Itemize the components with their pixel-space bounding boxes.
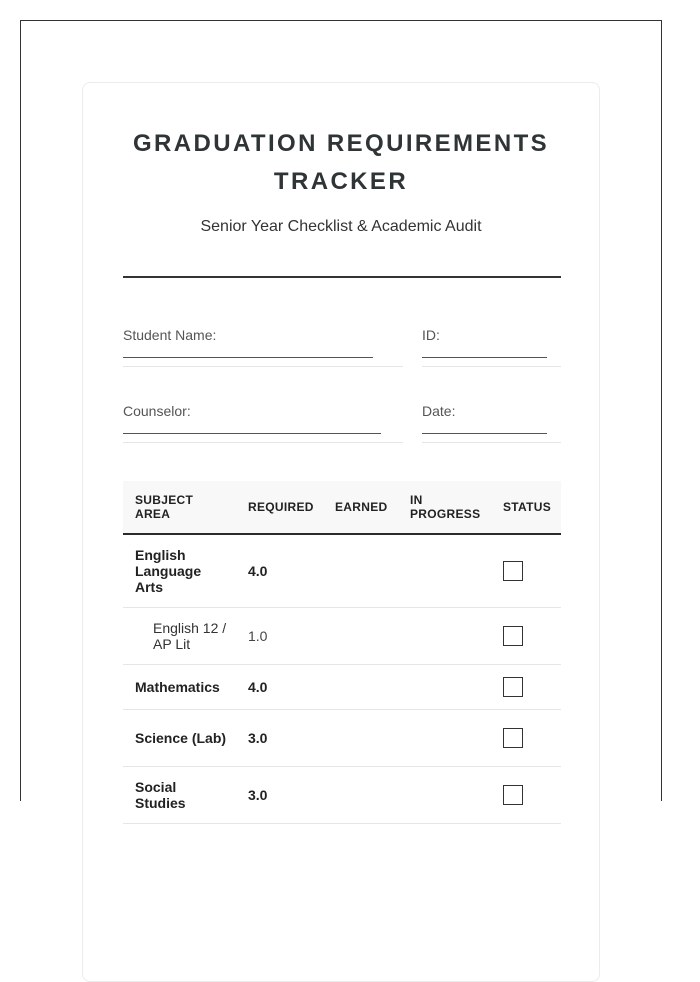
id-line[interactable] bbox=[422, 357, 547, 358]
in-progress-cell[interactable] bbox=[398, 709, 491, 766]
col-subject-header: SUBJECT AREA bbox=[123, 481, 236, 534]
id-label: ID: bbox=[422, 327, 440, 343]
subject-cell: Mathematics bbox=[123, 664, 236, 709]
counselor-label: Counselor: bbox=[123, 403, 191, 419]
status-cell bbox=[491, 766, 561, 823]
table-row bbox=[123, 766, 561, 823]
table-row bbox=[123, 534, 561, 607]
table-row bbox=[123, 607, 561, 664]
earned-cell[interactable] bbox=[323, 664, 398, 709]
student-name-line[interactable] bbox=[123, 357, 373, 358]
status-cell bbox=[491, 607, 561, 664]
in-progress-cell[interactable] bbox=[398, 607, 491, 664]
subject-cell: English 12 / AP Lit bbox=[123, 607, 236, 664]
in-progress-cell[interactable] bbox=[398, 534, 491, 607]
requirements-table bbox=[123, 481, 561, 824]
earned-cell[interactable] bbox=[323, 607, 398, 664]
in-progress-cell[interactable] bbox=[398, 766, 491, 823]
required-cell: 3.0 bbox=[236, 709, 323, 766]
document-viewport bbox=[20, 20, 662, 811]
table-row bbox=[123, 664, 561, 709]
tracker-card bbox=[82, 82, 600, 982]
status-cell bbox=[491, 534, 561, 607]
required-cell: 4.0 bbox=[236, 664, 323, 709]
date-line[interactable] bbox=[422, 433, 547, 434]
student-name-label: Student Name: bbox=[123, 327, 217, 343]
required-cell: 4.0 bbox=[236, 534, 323, 607]
counselor-line[interactable] bbox=[123, 433, 381, 434]
table-header-row bbox=[123, 481, 561, 534]
field-underline bbox=[422, 366, 561, 367]
field-underline bbox=[123, 442, 403, 443]
table-row bbox=[123, 709, 561, 766]
subject-cell: English Language Arts bbox=[123, 534, 236, 607]
title-line-2: TRACKER bbox=[273, 168, 409, 195]
status-checkbox[interactable] bbox=[503, 561, 523, 581]
status-checkbox[interactable] bbox=[503, 677, 523, 697]
date-label: Date: bbox=[422, 403, 456, 419]
header-divider bbox=[123, 276, 561, 278]
field-underline bbox=[123, 366, 403, 367]
status-cell bbox=[491, 709, 561, 766]
in-progress-cell[interactable] bbox=[398, 664, 491, 709]
earned-cell[interactable] bbox=[323, 534, 398, 607]
col-status-header: STATUS bbox=[491, 481, 561, 534]
status-checkbox[interactable] bbox=[503, 626, 523, 646]
required-cell: 3.0 bbox=[236, 766, 323, 823]
title-line-1: GRADUATION REQUIREMENTS bbox=[132, 130, 550, 157]
col-in-progress-header: IN PROGRESS bbox=[398, 481, 491, 534]
subject-cell: Social Studies bbox=[123, 766, 236, 823]
field-underline bbox=[422, 442, 561, 443]
col-required-header: REQUIRED bbox=[236, 481, 323, 534]
page-subtitle: Senior Year Checklist & Academic Audit bbox=[200, 218, 482, 235]
required-cell: 1.0 bbox=[236, 607, 323, 664]
earned-cell[interactable] bbox=[323, 709, 398, 766]
status-cell bbox=[491, 664, 561, 709]
status-checkbox[interactable] bbox=[503, 728, 523, 748]
status-checkbox[interactable] bbox=[503, 785, 523, 805]
subject-cell: Science (Lab) bbox=[123, 709, 236, 766]
col-earned-header: EARNED bbox=[323, 481, 398, 534]
page-title bbox=[83, 125, 599, 201]
earned-cell[interactable] bbox=[323, 766, 398, 823]
